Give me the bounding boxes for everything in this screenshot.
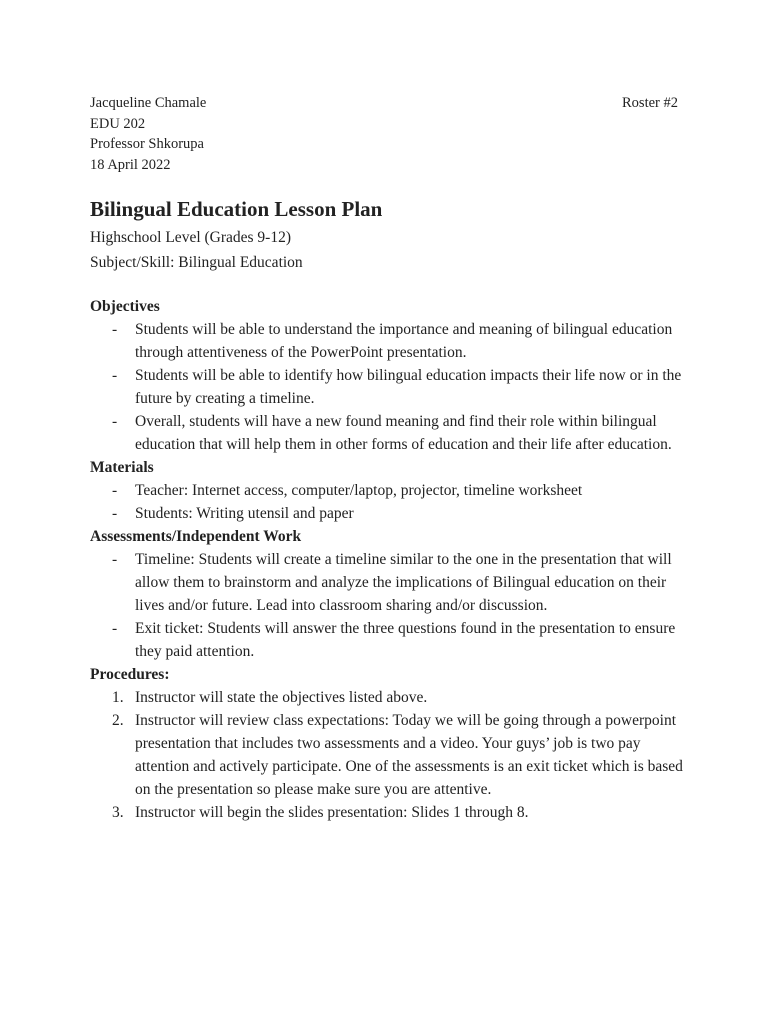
step-number: 3.	[112, 804, 124, 821]
objectives-list	[90, 318, 690, 456]
list-item	[90, 548, 685, 617]
list-item-text: Exit ticket: Students will answer the three questions found in the presentation to ensure they paid attention.	[135, 620, 676, 660]
step-number: 1.	[112, 689, 124, 706]
list-item	[90, 410, 685, 456]
roster-number: Roster #2	[622, 95, 678, 111]
list-item	[90, 686, 685, 709]
list-item	[90, 709, 685, 801]
document-date: 18 April 2022	[90, 156, 171, 173]
materials-section	[90, 456, 690, 525]
procedures-list	[90, 686, 690, 824]
procedures-section	[90, 663, 690, 824]
step-number: 2.	[112, 712, 124, 729]
lesson-info	[90, 225, 303, 275]
author-name: Jacqueline Chamale	[90, 95, 207, 111]
list-item-text: Students will be able to understand the importance and meaning of bilingual education through attentiveness of the PowerPoint presentation.	[135, 321, 673, 361]
list-item	[90, 801, 685, 824]
grade-level: Highschool Level (Grades 9-12)	[90, 229, 292, 246]
subject-skill: Subject/Skill: Bilingual Education	[90, 254, 303, 271]
procedures-heading: Procedures:	[90, 666, 170, 683]
list-item	[90, 364, 685, 410]
bullet-marker: -	[112, 367, 118, 384]
list-item-text: Instructor will review class expectations: Today we will be going through a powerpoint presentation that includes two assessments and a video. Your guys’ job is two pay attention and actively participate. One of the assessments is an exit ticket which is based on the presentation so please make sure you are attentive.	[135, 712, 683, 798]
bullet-marker: -	[112, 505, 118, 522]
objectives-heading: Objectives	[90, 298, 160, 315]
bullet-marker: -	[112, 551, 118, 568]
assessments-section	[90, 525, 690, 663]
professor-name: Professor Shkorupa	[90, 136, 204, 152]
assessments-heading: Assessments/Independent Work	[90, 528, 302, 545]
list-item-text: Instructor will begin the slides presentation: Slides 1 through 8.	[135, 804, 529, 821]
bullet-marker: -	[112, 482, 118, 499]
page-title: Bilingual Education Lesson Plan	[90, 197, 383, 221]
document-header	[90, 93, 680, 175]
list-item	[90, 502, 685, 525]
list-item-text: Overall, students will have a new found meaning and find their role within bilingual education that will help them in other forms of education and their life after education.	[135, 413, 672, 453]
lesson-body	[90, 295, 690, 824]
list-item	[90, 479, 685, 502]
objectives-section	[90, 295, 690, 456]
list-item	[90, 617, 685, 663]
list-item-text: Teacher: Internet access, computer/laptop, projector, timeline worksheet	[135, 482, 583, 499]
list-item-text: Students will be able to identify how bilingual education impacts their life now or in the future by creating a timeline.	[135, 367, 682, 407]
assessments-list	[90, 548, 690, 663]
materials-list	[90, 479, 690, 525]
bullet-marker: -	[112, 413, 118, 430]
course-code: EDU 202	[90, 115, 146, 132]
bullet-marker: -	[112, 620, 118, 637]
list-item-text: Students: Writing utensil and paper	[135, 505, 354, 522]
list-item-text: Instructor will state the objectives listed above.	[135, 689, 428, 706]
list-item	[90, 318, 685, 364]
materials-heading: Materials	[90, 459, 154, 476]
bullet-marker: -	[112, 321, 118, 338]
list-item-text: Timeline: Students will create a timeline similar to the one in the presentation that will allow them to brainstorm and analyze the implications of Bilingual education on their lives and/or future. Lead into classroom sharing and/or discussion.	[135, 551, 672, 614]
